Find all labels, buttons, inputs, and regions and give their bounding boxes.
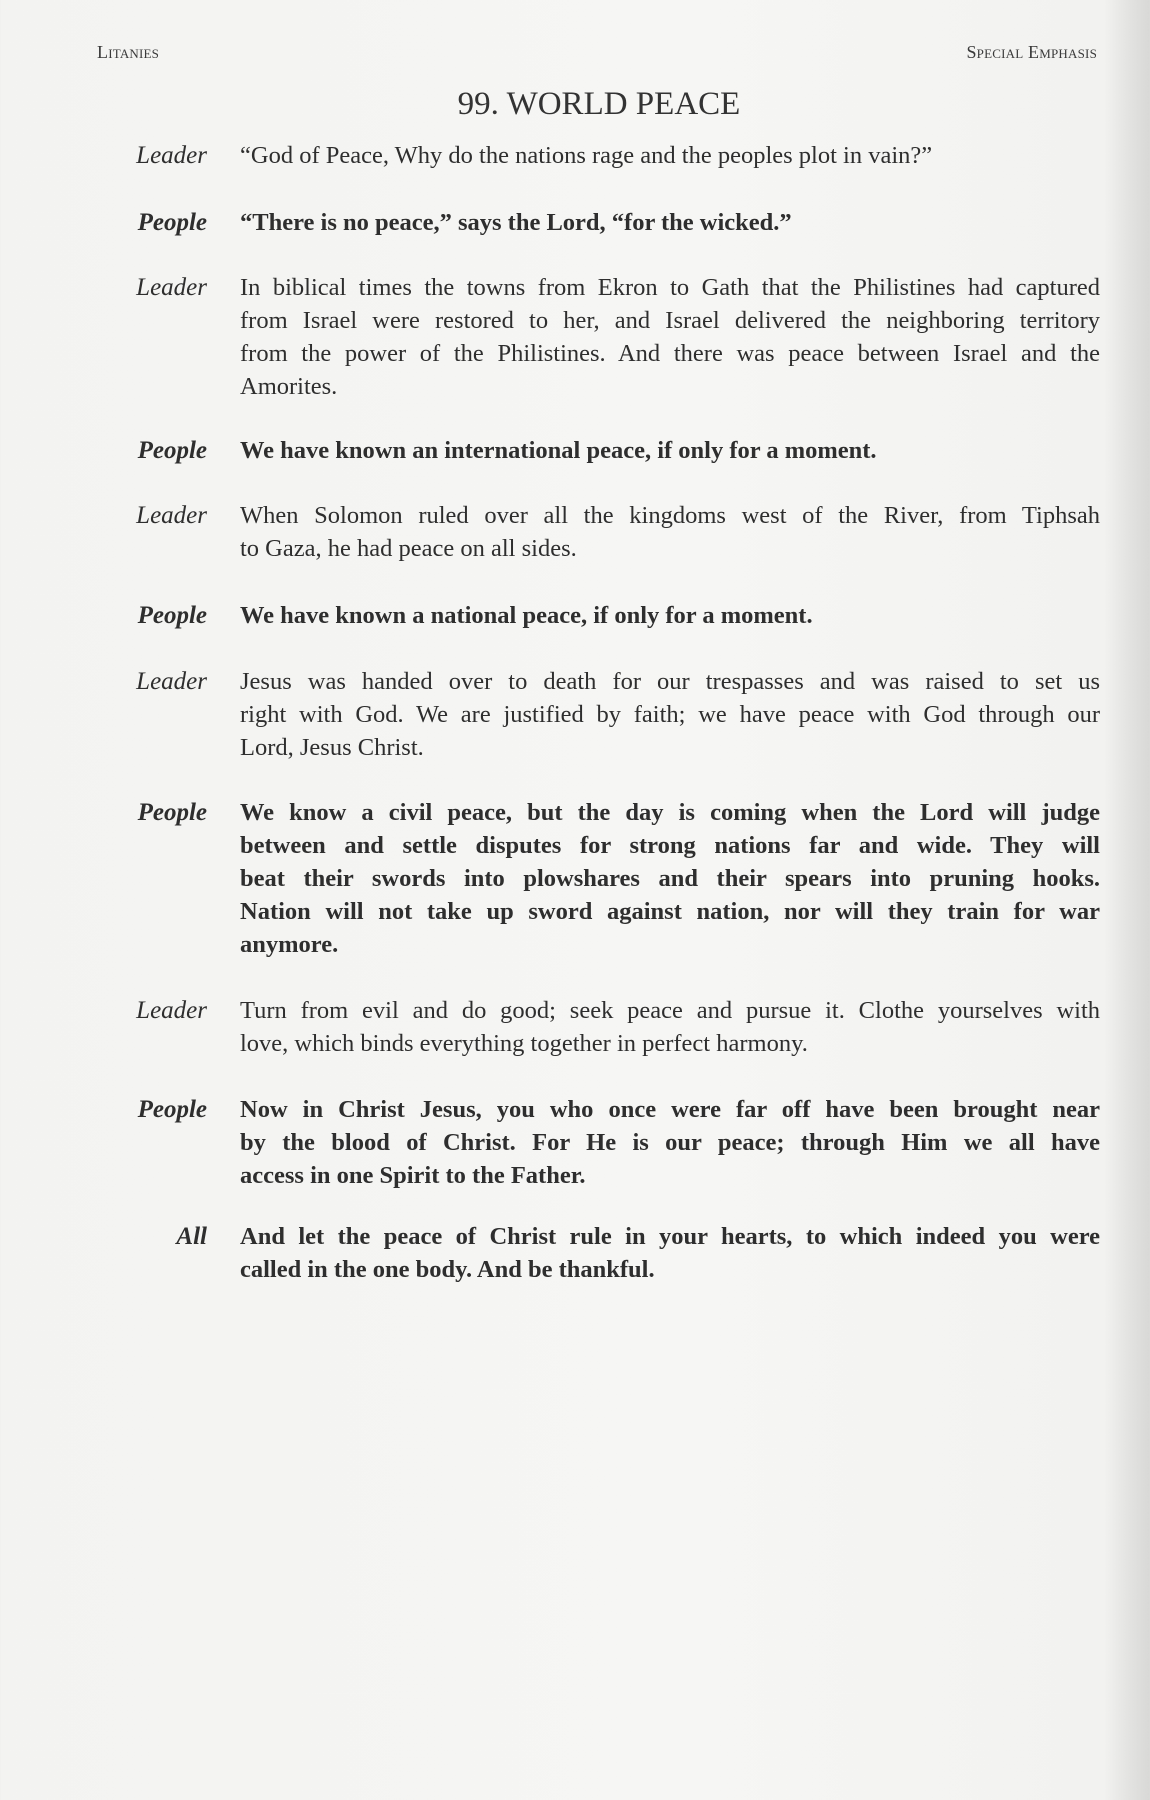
text-line: We know a civil peace, but the day is coming when the Lord will judge xyxy=(240,799,1100,826)
text-line: When Solomon ruled over all the kingdoms west of the River, from Tiphsah xyxy=(240,502,1100,529)
response-text xyxy=(240,434,1100,467)
speaker-label: People xyxy=(137,437,207,464)
response-text xyxy=(240,271,1100,403)
speaker-label: All xyxy=(176,1223,207,1250)
speaker-label: Leader xyxy=(136,997,207,1024)
text-line: Turn from evil and do good; seek peace and pursue it. Clothe yourselves with xyxy=(240,997,1100,1024)
text-line: beat their swords into plowshares and their spears into pruning hooks. xyxy=(240,865,1100,892)
text-line: Now in Christ Jesus, you who once were far off have been brought near xyxy=(240,1096,1100,1123)
running-header-left: Litanies xyxy=(97,42,160,62)
text-line: love, which binds everything together in perfect harmony. xyxy=(240,1030,808,1057)
speaker-label: Leader xyxy=(136,668,207,695)
text-line: from Israel were restored to her, and Israel delivered the neighboring territory xyxy=(240,307,1100,334)
speaker-label: Leader xyxy=(136,142,207,169)
response-text xyxy=(240,499,1100,565)
text-line: anymore. xyxy=(240,931,339,958)
speaker-label: People xyxy=(137,209,207,236)
speaker-label: Leader xyxy=(136,274,207,301)
running-header-right: Special Emphasis xyxy=(966,42,1097,62)
text-line: We have known an international peace, if only for a moment. xyxy=(240,437,877,464)
response-text xyxy=(240,139,1100,172)
response-text xyxy=(240,206,1100,239)
text-line: called in the one body. And be thankful. xyxy=(240,1256,655,1283)
speaker-label: People xyxy=(137,1096,207,1123)
text-line: Nation will not take up sword against nation, nor will they train for war xyxy=(240,898,1100,925)
text-line: We have known a national peace, if only for a moment. xyxy=(240,602,813,629)
text-line: by the blood of Christ. For He is our peace; through Him we all have xyxy=(240,1129,1100,1156)
text-line: from the power of the Philistines. And there was peace between Israel and the xyxy=(240,340,1100,367)
text-line: between and settle disputes for strong nations far and wide. They will xyxy=(240,832,1100,859)
text-line: Jesus was handed over to death for our trespasses and was raised to set us xyxy=(240,668,1100,695)
speaker-label: Leader xyxy=(136,502,207,529)
text-line: “God of Peace, Why do the nations rage and the peoples plot in vain?” xyxy=(240,142,933,169)
text-line: Amorites. xyxy=(240,373,338,400)
response-text xyxy=(240,665,1100,764)
response-text xyxy=(240,1093,1100,1192)
text-line: right with God. We are justified by faith; we have peace with God through our xyxy=(240,701,1100,728)
response-text xyxy=(240,796,1100,961)
page-title: 99. WORLD PEACE xyxy=(457,86,741,122)
response-text xyxy=(240,994,1100,1060)
text-line: to Gaza, he had peace on all sides. xyxy=(240,535,577,562)
response-text xyxy=(240,1220,1100,1286)
text-line: In biblical times the towns from Ekron to Gath that the Philistines had captured xyxy=(240,274,1100,301)
speaker-label: People xyxy=(137,799,207,826)
response-text xyxy=(240,599,1100,632)
text-line: “There is no peace,” says the Lord, “for the wicked.” xyxy=(240,209,792,236)
text-line: And let the peace of Christ rule in your hearts, to which indeed you were xyxy=(240,1223,1100,1250)
text-line: access in one Spirit to the Father. xyxy=(240,1162,586,1189)
speaker-label: People xyxy=(137,602,207,629)
text-line: Lord, Jesus Christ. xyxy=(240,734,424,761)
